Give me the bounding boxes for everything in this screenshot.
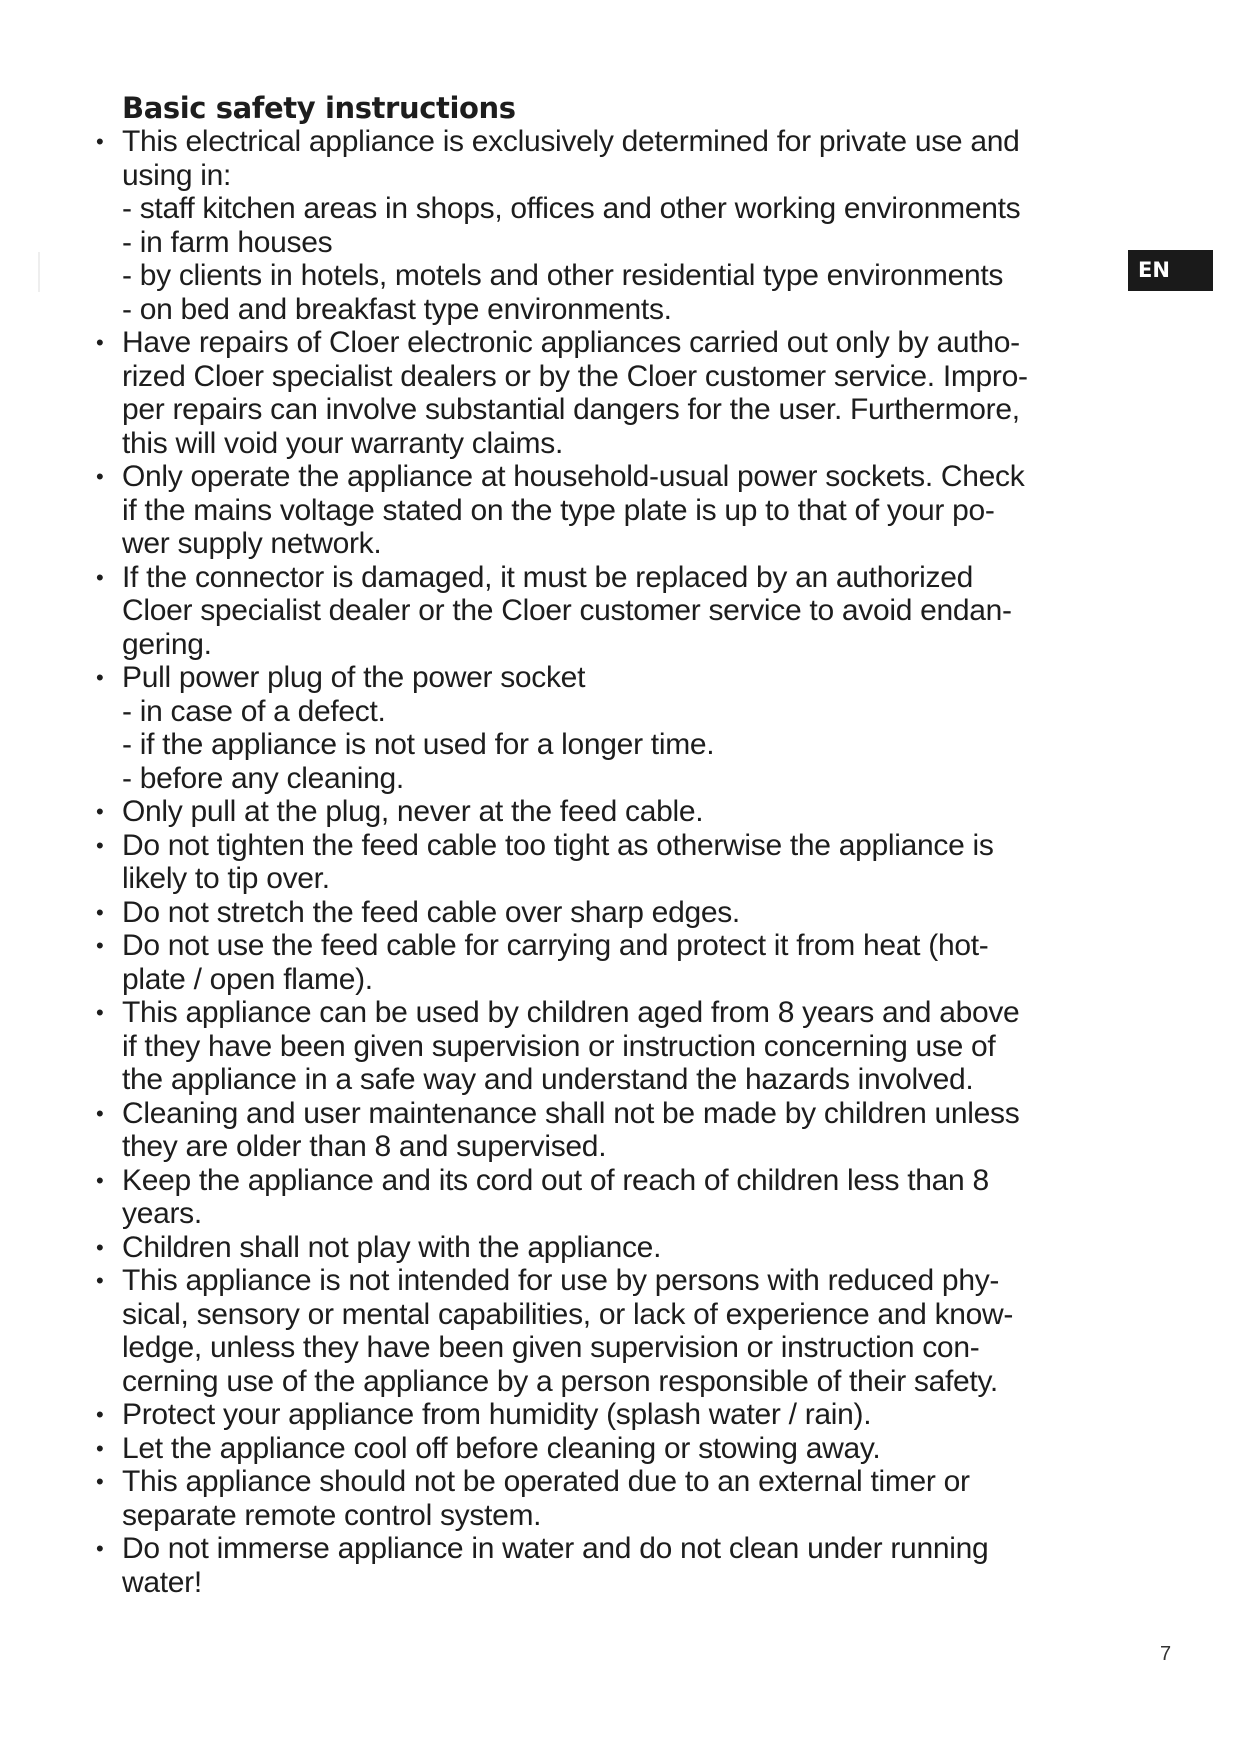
bullet-icon: • xyxy=(96,665,104,690)
list-item xyxy=(88,125,1138,326)
bullet-icon: • xyxy=(96,1536,104,1561)
list-item-text: Do not use the feed cable for carrying and protect it from heat (hot- plate / open flame). xyxy=(122,929,989,996)
list-item xyxy=(88,1532,1138,1599)
list-item xyxy=(88,1432,1138,1466)
list-item-text: Do not immerse appliance in water and do not clean under running water! xyxy=(122,1532,989,1599)
bullet-icon: • xyxy=(96,1435,104,1461)
bullet-icon: • xyxy=(96,1469,104,1494)
list-item xyxy=(88,1398,1138,1432)
list-item xyxy=(88,1231,1138,1265)
list-item-text: If the connector is damaged, it must be replaced by an authorized Cloer specialist dealer or the Cloer customer service to avoid endan- gering. xyxy=(122,560,1012,661)
list-item xyxy=(88,996,1138,1097)
list-item-text: This appliance is not intended for use by persons with reduced phy- sical, sensory or mental capabilities, or lack of experience and know- ledge, unless they have been given supervision or instruction con- cerning use of the appliance by a person responsible of their safety. xyxy=(122,1264,1014,1398)
section-title: Basic safety instructions xyxy=(122,91,516,125)
list-item-text: Have repairs of Cloer electronic appliances carried out only by autho- rized Cloer specialist dealers or by the Cloer customer service. Impro- per repairs can involve substantial dangers for the user. Furthermore, this will void your warranty claims. xyxy=(122,326,1028,460)
bullet-icon: • xyxy=(96,799,104,824)
list-item-text: Do not tighten the feed cable too tight as otherwise the appliance is likely to tip over. xyxy=(122,828,994,895)
list-item xyxy=(88,1164,1138,1231)
list-item xyxy=(88,661,1138,795)
list-item-text: This appliance can be used by children aged from 8 years and above if they have been given supervision or instruction concerning use of the appliance in a safe way and understand the hazards involved. xyxy=(122,996,1020,1096)
bullet-icon: • xyxy=(96,899,104,925)
language-tab: EN xyxy=(1128,250,1213,291)
list-item-text: Protect your appliance from humidity (splash water / rain). xyxy=(122,1398,872,1431)
list-item-text: This appliance should not be operated due to an external timer or separate remote control system. xyxy=(122,1465,970,1532)
list-item-text: This electrical appliance is exclusively determined for private use and using in: - staff kitchen areas in shops, offices and other working environments - in farm houses - by clients in hotels, motels and other residential type environments - on bed and breakfast type environments. xyxy=(122,125,1021,326)
list-item xyxy=(88,1465,1138,1532)
bullet-icon: • xyxy=(96,1402,104,1427)
list-item-text: Only pull at the plug, never at the feed cable. xyxy=(122,795,704,828)
list-item xyxy=(88,326,1138,460)
bullet-icon: • xyxy=(96,1000,104,1025)
list-item-text: Let the appliance cool off before cleaning or stowing away. xyxy=(122,1431,881,1465)
margin-mark xyxy=(38,252,40,292)
list-item xyxy=(88,896,1138,930)
bullet-icon: • xyxy=(96,1234,104,1260)
bullet-icon: • xyxy=(96,129,104,154)
safety-list xyxy=(88,125,1138,1599)
list-item-text: Pull power plug of the power socket - in case of a defect. - if the appliance is not used for a longer time. - before any cleaning. xyxy=(122,661,715,795)
list-item xyxy=(88,829,1138,896)
list-item xyxy=(88,1264,1138,1398)
bullet-icon: • xyxy=(96,1167,104,1193)
bullet-icon: • xyxy=(96,832,104,858)
bullet-icon: • xyxy=(96,464,104,489)
list-item xyxy=(88,1097,1138,1164)
page-number: 7 xyxy=(1160,1643,1172,1665)
list-item-text: Cleaning and user maintenance shall not be made by children unless they are older than 8 and supervised. xyxy=(122,1096,1020,1163)
bullet-icon: • xyxy=(96,933,104,958)
list-item-text: Keep the appliance and its cord out of reach of children less than 8 years. xyxy=(122,1163,989,1230)
bullet-icon: • xyxy=(96,1268,104,1293)
safety-section xyxy=(88,92,1138,1599)
list-item-text: Children shall not play with the appliance. xyxy=(122,1230,662,1264)
list-item-text: Only operate the appliance at household-usual power sockets. Check if the mains voltage stated on the type plate is up to that of your po- wer supply network. xyxy=(122,460,1025,560)
list-item-text: Do not stretch the feed cable over sharp edges. xyxy=(122,895,740,929)
list-item xyxy=(88,929,1138,996)
list-item xyxy=(88,561,1138,662)
bullet-icon: • xyxy=(96,564,104,590)
list-item xyxy=(88,460,1138,561)
bullet-icon: • xyxy=(96,330,104,355)
bullet-icon: • xyxy=(96,1100,104,1126)
list-item xyxy=(88,795,1138,829)
